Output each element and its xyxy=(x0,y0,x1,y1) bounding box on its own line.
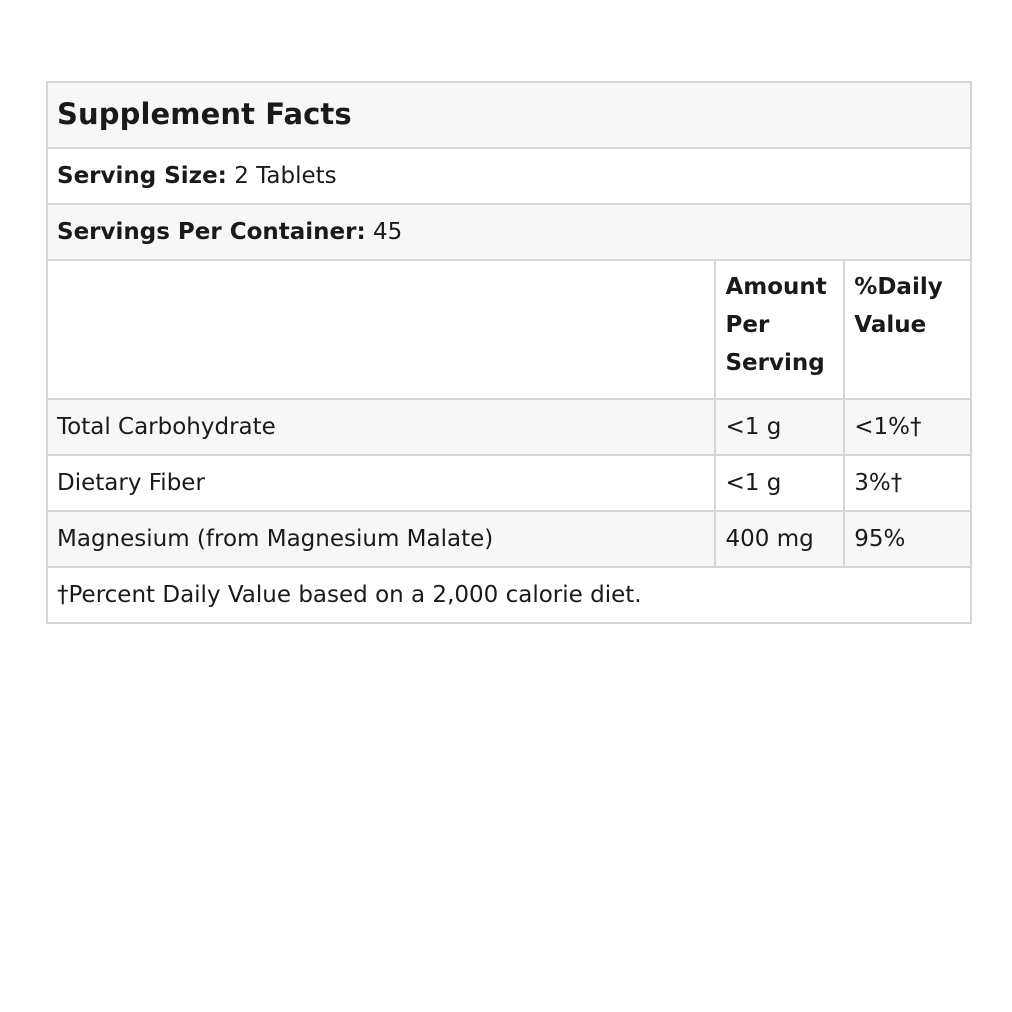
table-row xyxy=(47,399,971,455)
nutrient-amount: <1 g xyxy=(715,399,844,455)
servings-per-container-value: 45 xyxy=(373,219,403,245)
header-amount-line1: Amount xyxy=(725,274,827,300)
title-row xyxy=(47,82,971,148)
footnote-row xyxy=(47,567,971,623)
header-name-cell xyxy=(47,260,715,399)
nutrient-dv: 95% xyxy=(844,511,971,567)
table-row xyxy=(47,511,971,567)
header-amount-cell xyxy=(715,260,844,399)
serving-size-cell xyxy=(47,148,971,204)
supplement-facts-table xyxy=(46,81,972,624)
nutrient-name: Total Carbohydrate xyxy=(47,399,715,455)
nutrient-amount: <1 g xyxy=(715,455,844,511)
title-cell xyxy=(47,82,971,148)
nutrient-name: Magnesium (from Magnesium Malate) xyxy=(47,511,715,567)
header-dv-line1: %Daily xyxy=(854,274,943,300)
table-row xyxy=(47,455,971,511)
serving-size-value: 2 Tablets xyxy=(234,163,337,189)
serving-size-row xyxy=(47,148,971,204)
servings-per-container-row xyxy=(47,204,971,260)
panel-title: Supplement Facts xyxy=(57,96,352,131)
header-amount-line2: Per xyxy=(725,312,770,338)
nutrient-name: Dietary Fiber xyxy=(47,455,715,511)
servings-per-container-cell xyxy=(47,204,971,260)
nutrient-amount: 400 mg xyxy=(715,511,844,567)
header-dv-line2: Value xyxy=(854,312,927,338)
column-header-row xyxy=(47,260,971,399)
footnote: †Percent Daily Value based on a 2,000 calorie diet. xyxy=(47,567,971,623)
header-dv-cell xyxy=(844,260,971,399)
header-amount-line3: Serving xyxy=(725,350,825,376)
nutrient-dv: <1%† xyxy=(844,399,971,455)
serving-size-label: Serving Size: xyxy=(57,163,227,189)
servings-per-container-label: Servings Per Container: xyxy=(57,219,366,245)
nutrient-dv: 3%† xyxy=(844,455,971,511)
